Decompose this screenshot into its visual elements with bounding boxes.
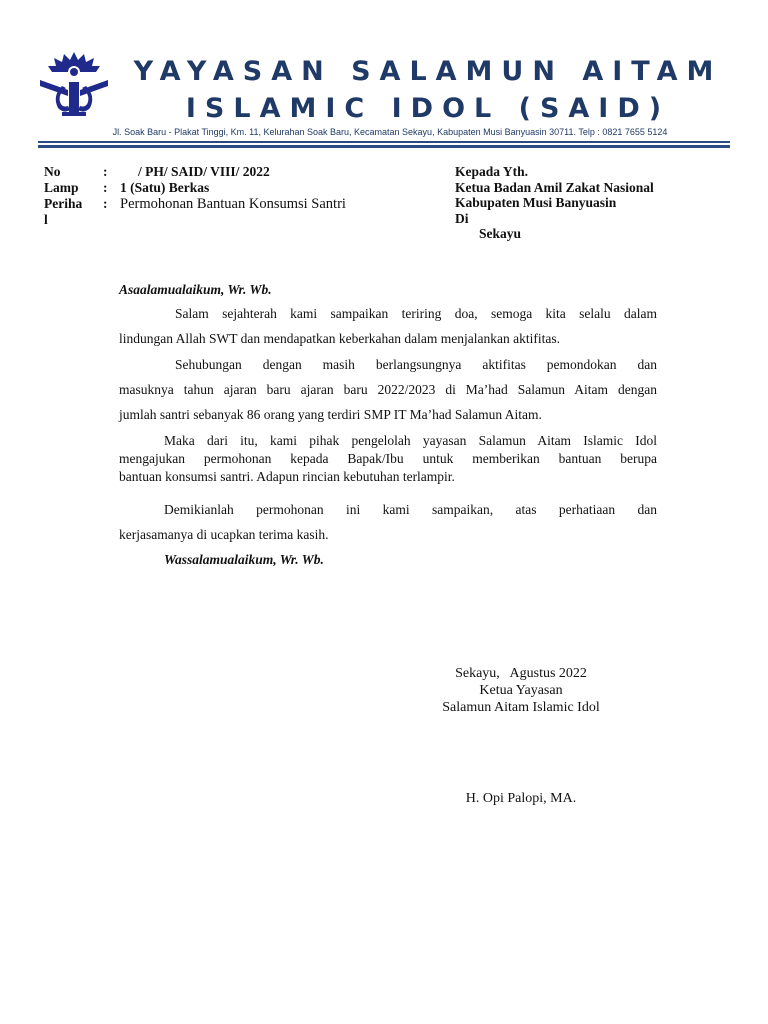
signer-name: H. Opi Palopi, MA. <box>465 791 577 806</box>
para3-line2: mengajukan permohonan kepada Bapak/Ibu untuk memberikan bantuan berupa <box>119 451 657 466</box>
place-date: Sekayu, Agustus 2022 <box>455 666 587 681</box>
signer-role: Ketua Yayasan <box>479 683 563 698</box>
para2-line3: jumlah santri sebanyak 86 orang yang terdiri SMP IT Ma’had Salamun Aitam. <box>119 407 542 422</box>
perihal-label-wrap: l <box>44 212 48 227</box>
recipient-line5: Sekayu <box>479 226 522 241</box>
signature-block <box>400 665 642 716</box>
signer-org: Salamun Aitam Islamic Idol <box>442 700 600 715</box>
recipient-line4: Di <box>455 210 469 226</box>
header-divider-thick <box>38 145 730 148</box>
header-divider-thin <box>38 141 730 143</box>
recipient-block <box>455 164 654 242</box>
recipient-line1: Kepada Yth. <box>455 164 529 179</box>
perihal-colon: : <box>103 196 108 211</box>
no-value: / PH/ SAID/ VIII/ 2022 <box>138 164 270 179</box>
para1-line1: Salam sejahterah kami sampaikan teriring doa, semoga kita selalu dalam <box>175 306 657 321</box>
para1-line2: lindungan Allah SWT dan mendapatkan keberkahan dalam menjalankan aktifitas. <box>119 331 560 346</box>
para3-line1: Maka dari itu, kami pihak pengelolah yayasan Salamun Aitam Islamic Idol <box>164 433 657 448</box>
foundation-logo-icon <box>38 50 110 120</box>
lamp-label: Lamp <box>44 180 79 195</box>
recipient-line2: Ketua Badan Amil Zakat Nasional <box>455 179 654 195</box>
para4-line2: kerjasamanya di ucapkan terima kasih. <box>119 527 329 542</box>
recipient-line3: Kabupaten Musi Banyuasin <box>455 195 617 210</box>
closing: Wassalamualaikum, Wr. Wb. <box>164 552 324 567</box>
para2-line1: Sehubungan dengan masih berlangsungnya aktifitas pemondokan dan <box>175 357 657 372</box>
para2-line2: masuknya tahun ajaran baru ajaran baru 2022/2023 di Ma’had Salamun Aitam dengan <box>119 382 657 397</box>
lamp-value: 1 (Satu) Berkas <box>120 180 210 195</box>
org-name-line2: ISLAMIC IDOL (SAID) <box>185 93 671 124</box>
no-label: No <box>44 164 61 179</box>
lamp-colon: : <box>103 180 108 195</box>
para3-line3: bantuan konsumsi santri. Adapun rincian kebutuhan terlampir. <box>119 469 455 484</box>
greeting: Asaalamualaikum, Wr. Wb. <box>119 282 272 297</box>
org-name-line1: YAYASAN SALAMUN AITAM <box>133 56 723 87</box>
para4-line1: Demikianlah permohonan ini kami sampaikan, atas perhatiaan dan <box>164 502 657 517</box>
no-colon: : <box>103 164 108 179</box>
perihal-value: Permohonan Bantuan Konsumsi Santri <box>120 196 346 212</box>
address-line: Jl. Soak Baru - Plakat Tinggi, Km. 11, Kelurahan Soak Baru, Kecamatan Sekayu, Kabupaten Musi Banyuasin 30711. Telp : 0821 7655 5124 <box>112 127 668 137</box>
letter-meta <box>44 164 404 234</box>
perihal-label: Periha <box>44 196 83 211</box>
